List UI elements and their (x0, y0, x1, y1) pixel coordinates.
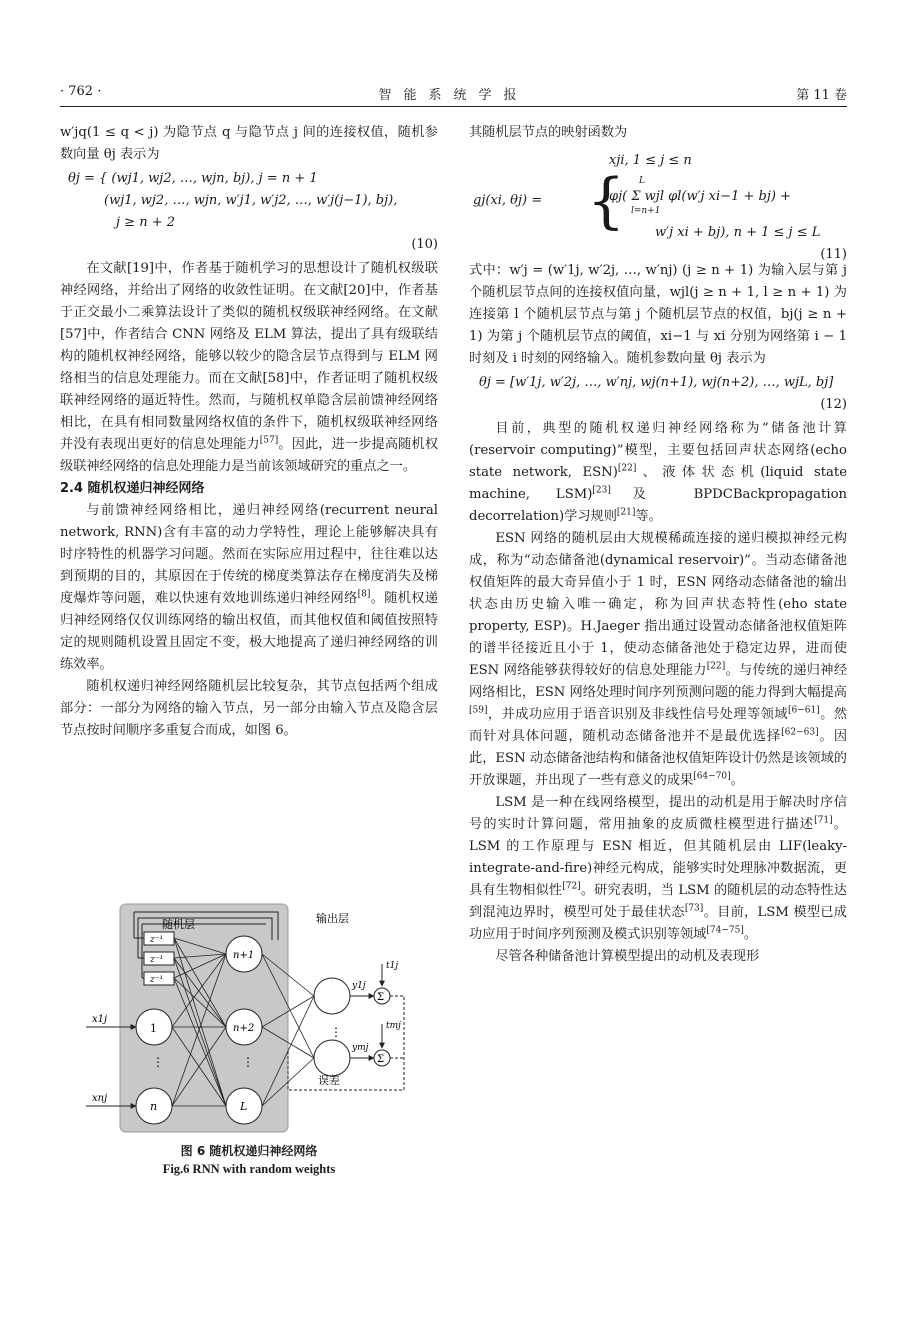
citation: [8] (357, 589, 371, 600)
right-column (469, 122, 847, 968)
citation: [71] (814, 815, 833, 826)
equation-12: θj = [w′1j, w′2j, …, w′nj, wj(n+1), wj(n+2), …, wjL, bj] (12) (469, 372, 847, 416)
svg-text:z⁻¹: z⁻¹ (150, 955, 164, 965)
section-heading: 2.4 随机权递归神经网络 (60, 481, 205, 496)
svg-text:⋮: ⋮ (152, 1055, 164, 1069)
delay-blocks (144, 932, 174, 985)
left-column (60, 122, 438, 742)
output-layer-label: 输出层 (316, 912, 349, 925)
citation: [6−61] (787, 705, 820, 716)
paragraph: 在文献[19]中，作者基于随机学习的思想设计了随机权级联神经网络，并给出了网络的收敛性证明。在文献[20]中，作者基于正交最小二乘算法设计了类似的随机权级联神经网络。在文献[57]中，作者结合 CNN 网络及 ELM 算法，提出了具有级联结构的随机权神经网络，能够以较少的隐含层节点得到与 ELM 网络相当的信息处理能力。而在文献[58]中，作者证明了随机权级联神经网络的逼近特性。然而，与随机权单隐含层前馈神经网络相比，在具有相同数量网络权值的条件下，随机权级联神经网络并没有表现出更好的信息处理能力[57]。因此，进一步提高随机权级联神经网络的信息处理能力是当前该领域研究的重点之一。 (60, 261, 439, 474)
equation-11 (469, 146, 847, 262)
eq11-line: φj( Σ wjl φl(w′j xi−1 + bj) + (609, 189, 791, 204)
target-t1-label: t1j (386, 961, 399, 971)
paragraph: 式中：w′j = (w′1j, w′2j, …, w′nj) (j ≥ n + 1) 为输入层与第 j 个随机层节点间的连接权值向量，wjl(j ≥ n + 1, l ≥ n + 1) 为连接第 l 个随机层节点与第 j 个随机层节点的权值，bj(j ≥ n + 1) 为第 j 个随机层节点的阈值，xi−1 与 xi 分别为网络第 i − 1 时刻及 i 时刻的网络输入。随机参数向量 θj 表示为 (469, 263, 847, 366)
equation-10 (60, 168, 438, 256)
citation: [62−63] (781, 727, 819, 738)
svg-text:⋮: ⋮ (242, 1055, 254, 1069)
paragraph: 与前馈神经网络相比，递归神经网络(recurrent neural network, RNN)含有丰富的动力学特性，理论上能够解决具有时序特性的机器学习问题。然而在实际应用过程中，往往难以达到预期的目的，其原因在于传统的梯度类算法存在梯度消失及梯度爆炸等问题，难以快速有效地训练递归神经网络[8]。随机权递归神经网络仅仅训练网络的输出权值，而其他权值和阈值按照特定的规则随机设置且固定不变，极大地提高了递归神经网络的训练效率。 (60, 503, 438, 672)
svg-text:⋮: ⋮ (330, 1025, 342, 1039)
paragraph: ESN 网络的随机层由大规模稀疏连接的递归模拟神经元构成，称为“动态储备池(dynamical reservoir)”。当动态储备池权值矩阵的最大奇异值小于 1 时，ESN 网络动态储备池的输出状态由历史输入唯一确定，称为回声状态特性(eho state property, ESP)。H.Jaeger 指出通过设置动态储备池权值矩阵的谱半径接近且小于 1，使动态储备池处于稳定边界，进而使 ESN 网络能够获得较好的信息处理能力[22]。与传统的递归神经网络相比，ESN 网络处理时间序列预测问题的能力得到大幅提高[59]，并成功应用于语音识别及非线性信号处理等领域[6−61]。然而针对具体问题，随机动态储备池并不是最优选择[62−63]。因此，ESN 动态储备池结构和储备池权值矩阵设计仍然是该领域的开放课题，并出现了一些有意义的成果[64−70]。 (469, 531, 848, 788)
citation: [22] (617, 463, 637, 474)
svg-text:z⁻¹: z⁻¹ (150, 975, 164, 985)
eq11-sum-sub: l=n+1 (631, 206, 661, 216)
citation: [73] (684, 903, 704, 914)
svg-text:n+1: n+1 (233, 950, 255, 961)
journal-title: 智能系统学报 (378, 88, 529, 103)
input-xn-label: xnj (92, 1093, 108, 1104)
svg-text:Σ: Σ (377, 992, 385, 1003)
output-y1-label: y1j (352, 981, 366, 991)
output-node-m (314, 1040, 350, 1076)
page-number: · 762 · (60, 84, 102, 99)
figure-caption-en: Fig.6 RNN with random weights (162, 1162, 336, 1176)
svg-text:L: L (240, 1100, 248, 1113)
figure-6 (82, 900, 422, 1140)
error-label: 误差 (318, 1074, 340, 1087)
eq10-line: j ≥ n + 2 (116, 215, 175, 230)
citation: [64−70] (693, 771, 731, 782)
svg-text:n: n (150, 1100, 158, 1113)
eq10-line: θj = { (wj1, wj2, …, wjn, bj), j = n + 1 (68, 171, 318, 186)
citation: [21] (616, 507, 636, 518)
output-node-1 (314, 978, 350, 1014)
paragraph: LSM 是一种在线网络模型，提出的动机是用于解决时序信号的实时计算问题，常用抽象的皮质微柱模型进行描述[71]。LSM 的工作原理与 ESN 相近，但其随机层由 LIF(leaky-integrate-and-fire)神经元构成，能够实时处理脉冲数据流，更具有生物相似性[72]。研究表明，当 LSM 的随机层的动态特性达到混沌边界时，模型可处于最佳状态[73]。目前，LSM 模型已成功应用于时间序列预测及模式识别等领域[74−75]。 (469, 795, 848, 942)
volume-label: 第 11 卷 (796, 88, 847, 103)
paragraph: 尽管各种储备池计算模型提出的动机及表现形 (495, 949, 760, 964)
citation: [23] (592, 485, 611, 496)
target-tm-label: tmj (386, 1021, 401, 1031)
rnn-diagram (82, 900, 422, 1140)
citation: [74−75] (706, 925, 744, 936)
paragraph: 目前，典型的随机权递归神经网络称为“储备池计算(reservoir computing)”模型，主要包括回声状态网络(echo state network, ESN)[22]、液体状态机(liquid state machine, LSM)[23]及 BPDCBackpropagation decorrelation)学习规则[21]等。 (469, 421, 847, 524)
citation: [22] (706, 661, 726, 672)
eq11-sum-sup: L (639, 176, 645, 186)
brace: { (587, 166, 626, 236)
output-ym-label: ymj (352, 1043, 369, 1053)
eq11-line: xji, 1 ≤ j ≤ n (609, 153, 692, 168)
eq10-line: (wj1, wj2, …, wjn, w′j1, w′j2, …, w′j(j−1), bj), (104, 193, 398, 208)
equation-number: (11) (820, 247, 847, 262)
running-header (60, 82, 847, 107)
equation-number: (10) (411, 237, 438, 252)
citation: [72] (562, 881, 581, 892)
eq11-lhs: gj(xi, θj) = (473, 193, 543, 208)
citation: [59] (469, 705, 488, 716)
paragraph: 随机权递归神经网络随机层比较复杂，其节点包括两个组成部分：一部分为网络的输入节点，另一部分由输入节点及隐含层节点按时间顺序多重复合而成，如图 6。 (60, 679, 438, 738)
figure-caption-cn: 图 6 随机权递归神经网络 (180, 1144, 318, 1158)
equation-number: (12) (820, 397, 847, 412)
svg-text:z⁻¹: z⁻¹ (150, 935, 164, 945)
svg-text:1: 1 (150, 1022, 157, 1035)
svg-text:n+2: n+2 (233, 1023, 255, 1034)
eq11-line: w′j xi + bj), n + 1 ≤ j ≤ L (655, 225, 821, 240)
input-x1-label: x1j (92, 1014, 108, 1025)
citation: [57] (259, 435, 279, 446)
paragraph: w′jq(1 ≤ q < j) 为隐节点 q 与隐节点 j 间的连接权值，随机参数向量 θj 表示为 (60, 125, 438, 162)
paragraph: 其随机层节点的映射函数为 (469, 125, 628, 140)
random-layer-label: 随机层 (162, 918, 195, 931)
svg-text:Σ: Σ (377, 1054, 385, 1065)
